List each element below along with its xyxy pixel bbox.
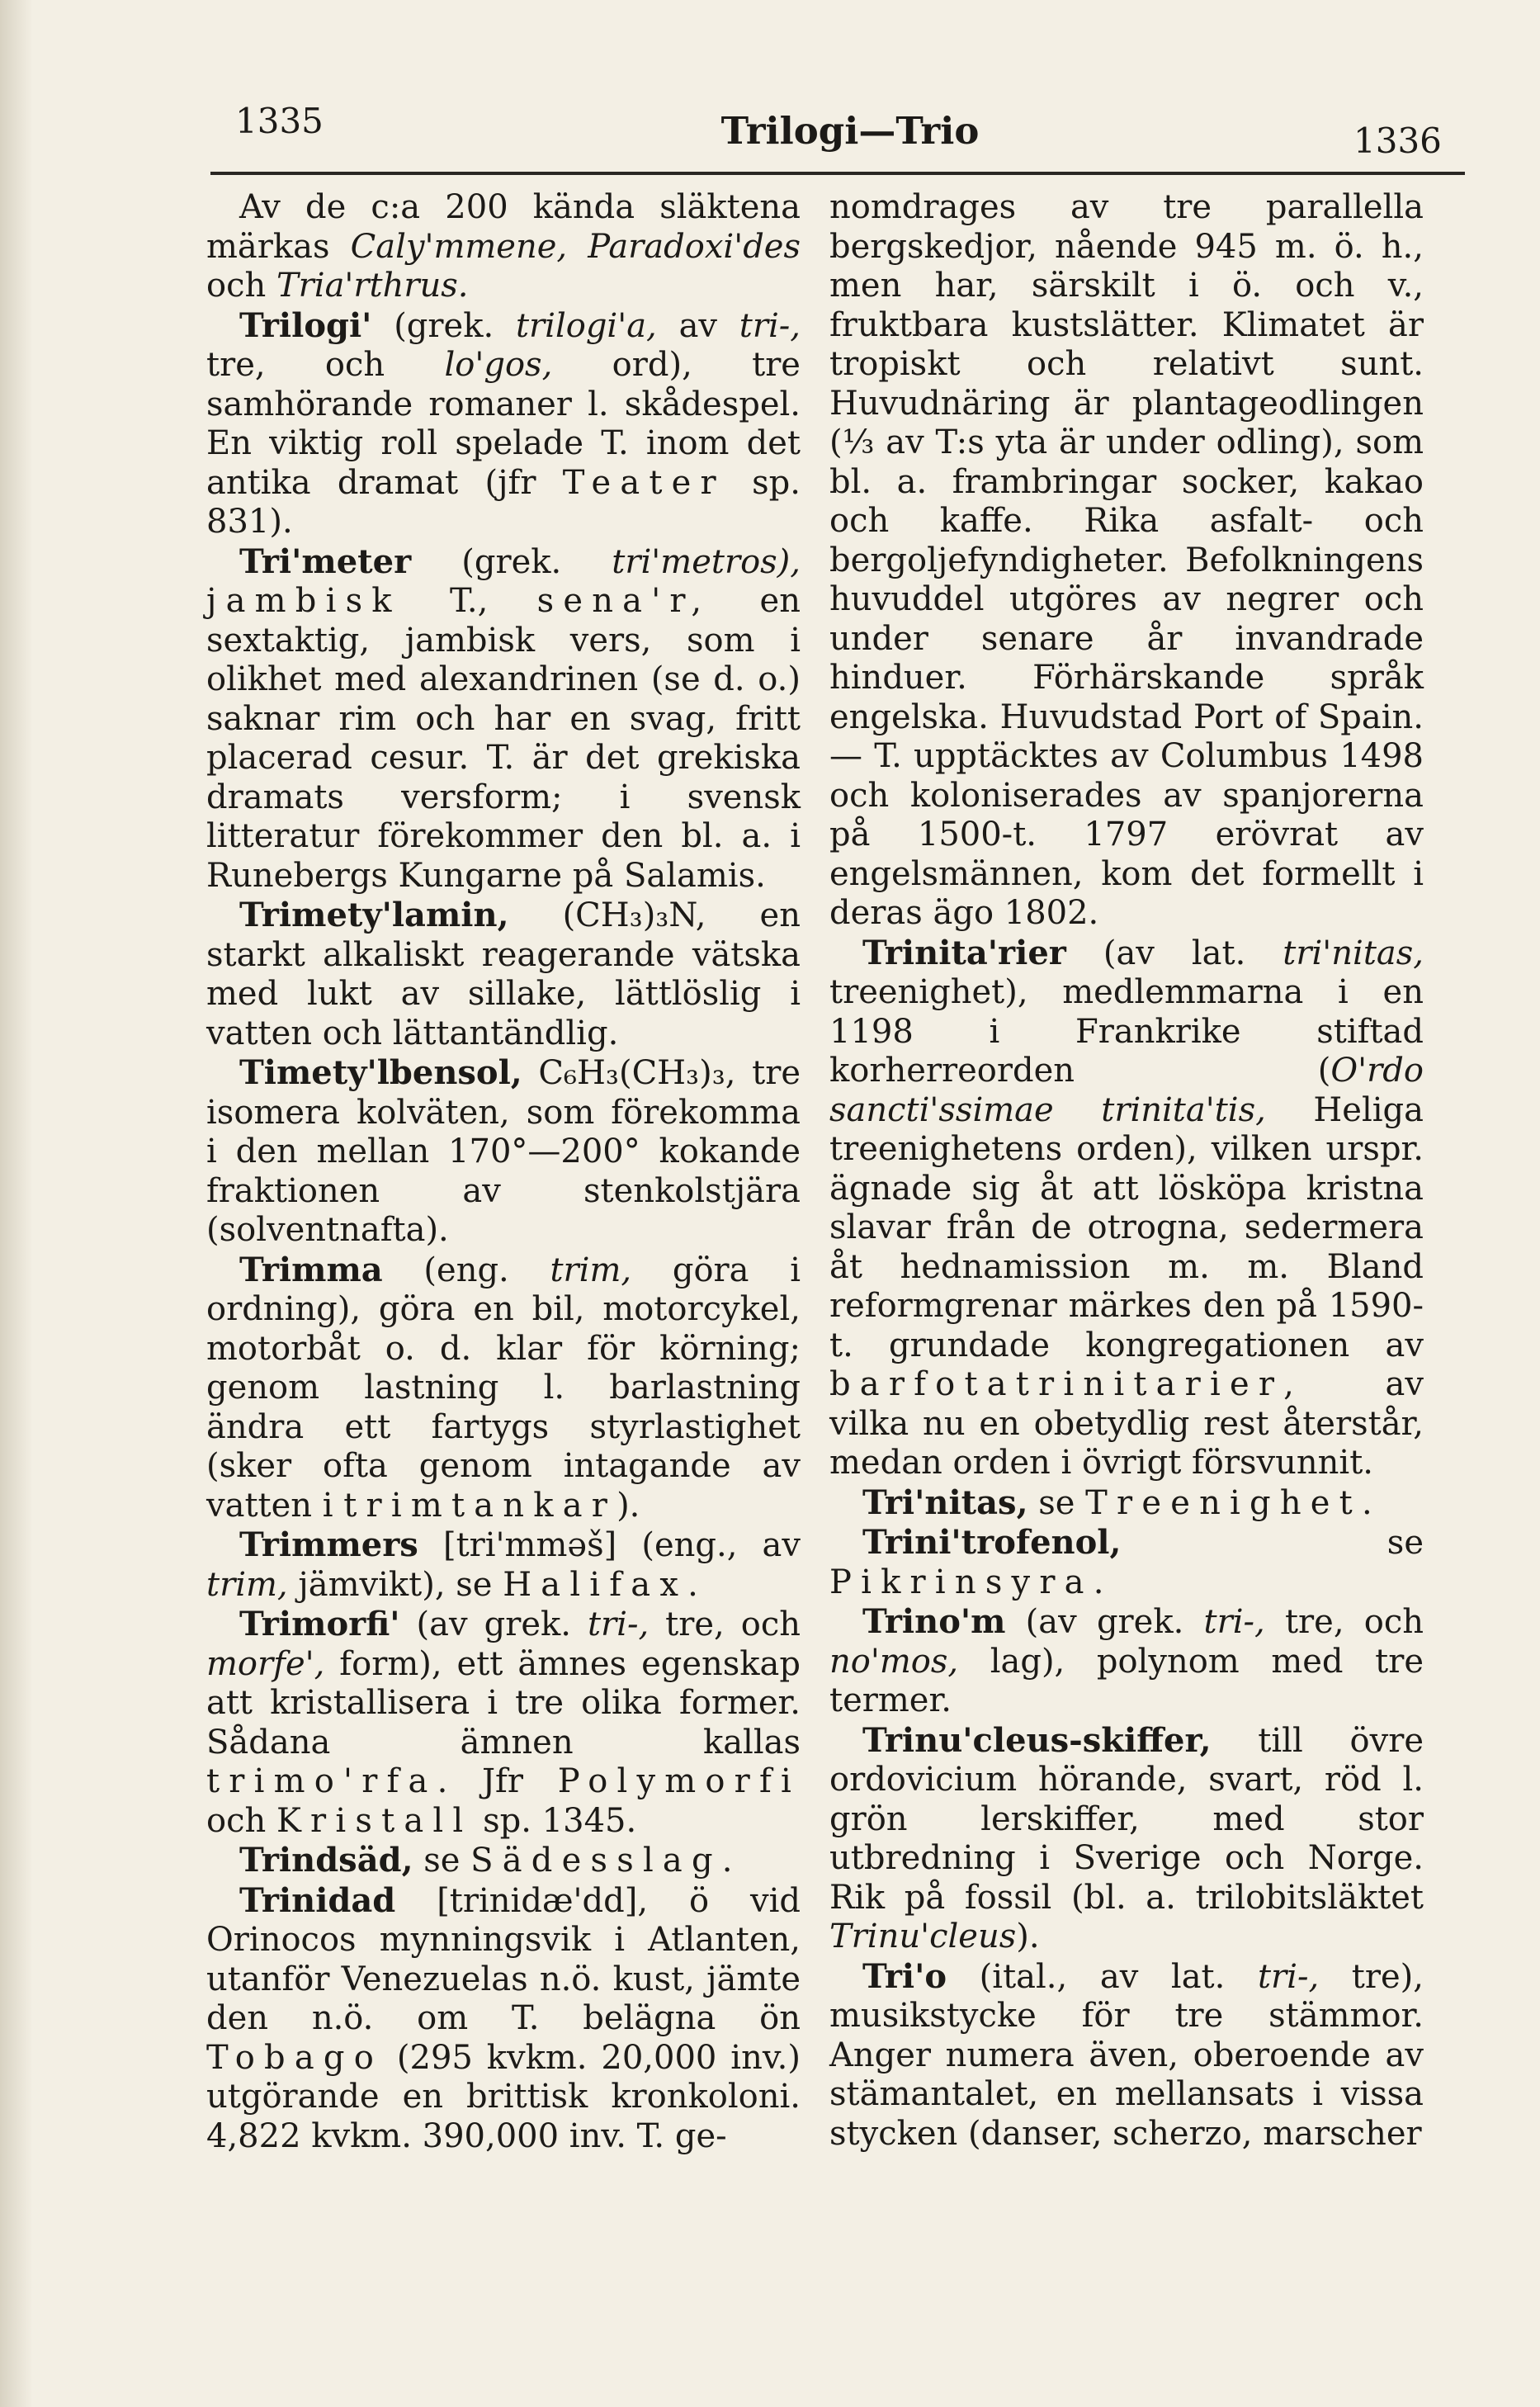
entry-trio: Tri'o (ital., av lat. tri-, tre), musikstycke för tre stämmor. Anger numera även, oberoende av stämantalet, en mellansats i vissa stycken (danser, scherzo, marscher — [829, 1956, 1424, 2153]
headword: Timety'lbensol, — [239, 1053, 522, 1092]
headword: Trimorfi' — [239, 1605, 400, 1643]
headword: Trimmers — [239, 1525, 418, 1564]
column-left — [206, 188, 801, 2156]
entry-trindsad: Trindsäd, se Sädesslag. — [239, 1841, 733, 1880]
headword: Tri'o — [862, 1956, 947, 1996]
entry-trilogi: Trilogi' (grek. trilogi'a, av tri-, tre, och lo'gos, ord), tre samhörande romaner l. skådespel. En viktig roll spelade T. inom det antika dramat (jfr Teater sp. 831). — [206, 305, 801, 541]
entry-timetylbensol: Timety'lbensol, C₆H₃(CH₃)₃, tre isomera kolväten, som förekomma i den mellan 170°—200° kokande fraktionen av stenkolstjära (solventnafta). — [206, 1053, 801, 1249]
page-number-left: 1335 — [235, 101, 324, 141]
entry-trimma: Trimma (eng. trim, göra i ordning), göra en bil, motorcykel, motorbåt o. d. klar för körning; genom lastning l. barlastning ändra ett fartygs styrlastighet (sker ofta genom intagande av vatten i trimtankar). — [206, 1250, 801, 1525]
headword: Tri'nitas, — [862, 1483, 1028, 1522]
entry-trinidad-continued: nomdrages av tre parallella bergskedjor, nående 945 m. ö. h., men har, särskilt i ö. och v., fruktbara kustslätter. Klimatet är tropiskt och relativt sunt. Huvudnäring är plantageodlingen (⅓ av T:s yta är under odling), som bl. a. frambringar socker, kakao och kaffe. Rika asfalt- och bergoljefyndigheter. Befolkningens huvuddel utgöres av negrer och under senare år invandrade hinduer. Förhärskande språk engelska. Huvudstad Port of Spain. — T. upptäcktes av Columbus 1498 och koloniserades av spanjorerna på 1500-t. 1797 erövrat av engelsmännen, kom det formellt i deras ägo 1802. — [829, 188, 1424, 932]
header-rule — [210, 172, 1465, 175]
headword: Trinita'rier — [862, 933, 1066, 972]
entry-trinucleus-skiffer: Trinu'cleus-skiffer, till övre ordovicium hörande, svart, röd l. grön lerskiffer, med stor utbredning i Sverige och Norge. Rik på fossil (bl. a. trilobitsläktet Trinu'cleus). — [829, 1720, 1424, 1955]
page-number-right: 1336 — [1353, 121, 1442, 161]
headword: Trimety'lamin, — [239, 896, 509, 934]
entry-trinom: Trino'm (av grek. tri-, tre, och no'mos, lag), polynom med tre termer. — [829, 1602, 1424, 1719]
column-right — [829, 188, 1424, 2154]
entry-trimeter: Tri'meter (grek. tri'metros), jambisk T., sena'r, en sextaktig, jambisk vers, som i olikhet med alexandrinen (se d. o.) saknar rim och har en svag, fritt placerad cesur. T. är det grekiska dramats versform; i svensk litteratur förekommer den bl. a. i Runebergs Kungarne på Salamis. — [206, 541, 801, 895]
entry-trinitrofenol: Trini'trofenol, se Pikrinsyra. — [829, 1523, 1424, 1601]
headword: Trini'trofenol, — [862, 1523, 1122, 1562]
entry-trimorfi: Trimorfi' (av grek. tri-, tre, och morfe', form), ett ämnes egenskap att kristallisera i tre olika former. Sådana ämnen kallas trimo'rfa. Jfr Polymorfi och Kristall sp. 1345. — [206, 1605, 801, 1840]
running-title: Trilogi—Trio — [720, 109, 980, 153]
headword: Trimma — [239, 1250, 383, 1289]
headword: Trindsäd, — [239, 1841, 413, 1880]
headword: Trinidad — [239, 1880, 396, 1920]
entry-continuation-intro: Av de c:a 200 kända släktena märkas Caly'mmene, Paradoxi'des och Tria'rthrus. — [206, 188, 801, 305]
page-header — [0, 0, 1540, 190]
entry-trinitarier: Trinita'rier (av lat. tri'nitas, treenighet), medlemmarna i en 1198 i Frankrike stiftad korherreorden (O'rdo sancti'ssimae trinita'tis, Heliga treenighetens orden), vilken urspr. ägnade sig åt att lösköpa kristna slavar från de otrogna, sedermera åt hednamission m. m. Bland reformgrenar märkes den på 1590-t. grundade kongregationen av barfotatrinitarier, av vilka nu en obetydlig rest återstår, medan orden i övrigt försvunnit. — [829, 933, 1424, 1482]
headword: Trino'm — [862, 1602, 1006, 1641]
headword: Tri'meter — [239, 541, 412, 581]
entry-trinidad: Trinidad [trinidæ'dd], ö vid Orinocos mynningsvik i Atlanten, utanför Venezuelas n.ö. kust, jämte den n.ö. om T. belägna ön Tobago (295 kvkm. 20,000 inv.) utgörande en brittisk kronkoloni. 4,822 kvkm. 390,000 inv. T. ge- — [206, 1880, 801, 2155]
scan-edge-shadow — [0, 0, 33, 2407]
headword: Trinu'cleus-skiffer, — [862, 1720, 1212, 1760]
entry-trinitas: Tri'nitas, se Treenighet. — [862, 1483, 1372, 1522]
entry-trimetylamin: Trimety'lamin, (CH₃)₃N, en starkt alkaliskt reagerande vätska med lukt av sillake, lättlöslig i vatten och lättantändlig. — [206, 896, 801, 1052]
entry-trimmers: Trimmers [tri'mməš] (eng., av trim, jämvikt), se Halifax. — [206, 1525, 801, 1604]
headword: Trilogi' — [239, 305, 372, 345]
